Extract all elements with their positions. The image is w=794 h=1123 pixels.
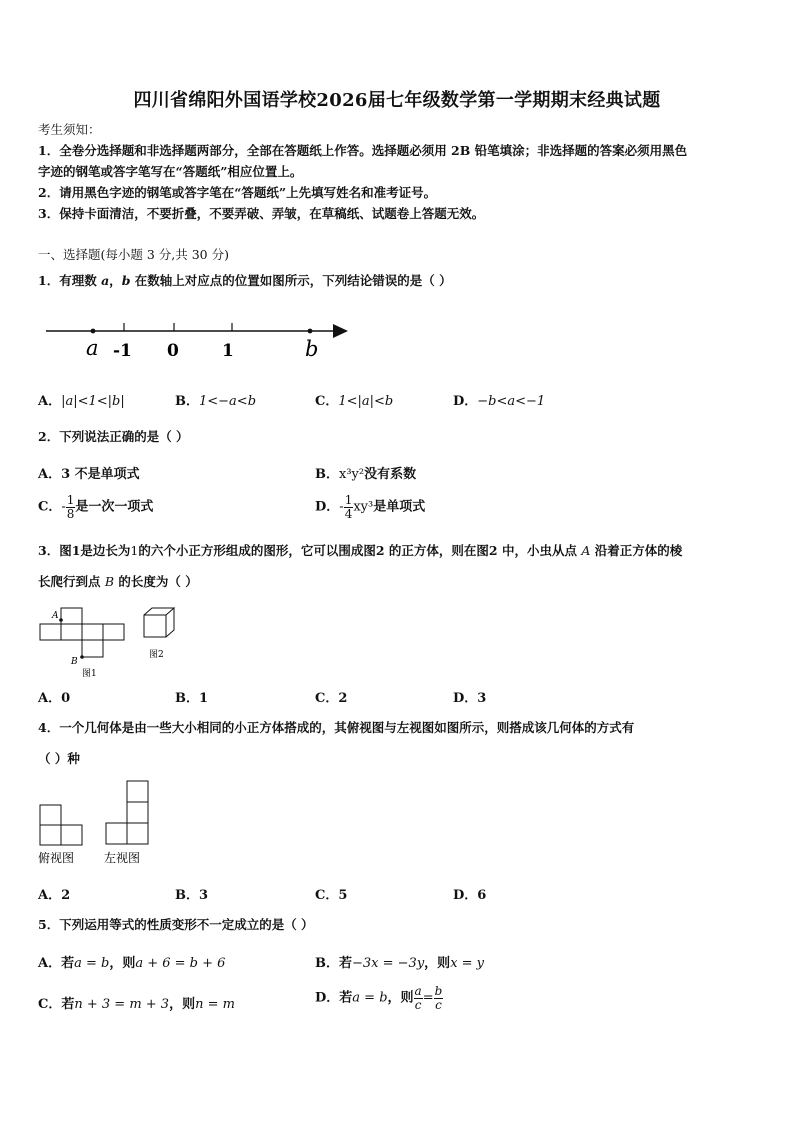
option-text: ，则 [387,990,414,1006]
q3-option-b[interactable]: B．1 [175,691,209,706]
q4-option-b[interactable]: B．3 [175,888,209,903]
stem-text: 的长度为（ ） [114,574,198,589]
var-a: a [101,273,110,288]
views-figure [36,778,166,868]
stem-text: 的六个小正方形组成的图形，它可以围成图2 的正方体，则在图2 中，小虫从点 [138,543,582,558]
question-4-stem-line-1: 4．一个几何体是由一些大小相同的小正方体搭成的，其俯视图与左视图如图所示，则搭成该几何体的方式有 [38,720,635,735]
option-text: ，则 [109,956,136,971]
point-a-label: A [581,543,591,558]
option-label: C． [38,499,62,515]
axis-arrow-icon [333,324,348,338]
notice-item-3: 3．保持卡面清洁，不要折叠，不要弄破、弄皱，在草稿纸、试题卷上答题无效。 [38,206,485,221]
question-1-stem-text: 1．有理数 [38,273,102,288]
cube-net-figures [36,603,186,683]
stem-text: 沿着正方体的棱 [590,543,683,558]
left-view-grid [106,781,148,844]
option-text: 是单项式 [373,499,426,515]
label-b: b [305,337,319,361]
q4-option-d[interactable]: D．6 [453,888,487,903]
fraction [414,985,423,1011]
q1-option-c[interactable] [315,390,393,409]
option-expr: −3x = −3y [352,956,425,971]
stem-number: 1 [130,543,139,558]
option-label: C．若 [38,997,75,1012]
option-label: A．若 [38,956,75,971]
q2-option-b[interactable] [315,463,416,482]
option-label: C． [315,394,339,409]
notice-item-2: 2．请用黑色字迹的钢笔或答字笔在“答题纸”上先填写姓名和准考证号。 [38,185,437,200]
fraction-numerator: 1 [344,493,353,507]
q3-option-d[interactable]: D．3 [453,691,487,706]
option-expr: x = y [450,956,485,971]
label-a: a [86,336,99,360]
fraction-denominator: c [414,997,422,1012]
q5-option-a[interactable] [38,952,225,971]
fraction [344,494,354,520]
option-label: D． [315,499,340,515]
question-1-stem-text-2: 在数轴上对应点的位置如图所示，下列结论错误的是（ ） [130,273,452,288]
point-b-label: B [104,574,115,589]
label-minus-1: -1 [113,341,132,361]
top-view-grid [40,805,82,845]
label-1: 1 [222,341,234,361]
minus-sign: - [339,499,344,515]
q2-option-c[interactable] [38,494,153,520]
q5-option-b[interactable] [315,952,484,971]
stem-text: 3．图1是边长为 [38,543,131,558]
q5-option-d[interactable] [315,985,443,1011]
q2-option-a[interactable]: A．3 不是单项式 [38,467,140,482]
minus-sign: - [61,499,66,515]
point-b [308,329,313,334]
option-expr: a = b [352,990,388,1006]
option-label: B． [175,394,199,409]
question-4-stem-line-2: （ ）种 [38,751,80,766]
fraction-numerator: 1 [66,493,75,507]
q3-option-c[interactable]: C．2 [315,691,348,706]
comma: ， [109,273,122,288]
fraction-denominator: c [435,997,442,1012]
question-2-stem: 2．下列说法正确的是（ ） [38,429,189,444]
q5-option-c[interactable] [38,993,235,1012]
option-expr: n + 3 = m + 3 [74,997,170,1012]
option-label: A． [38,394,62,409]
option-expr: n = m [195,997,235,1012]
fraction-numerator: a [414,984,422,998]
question-1-stem [38,271,452,289]
option-text: ，则 [169,997,196,1012]
q4-option-a[interactable]: A．2 [38,888,71,903]
question-3-stem-line-1 [38,541,682,559]
option-label: D． [453,394,478,409]
cube-fig2 [144,608,174,637]
stem-text: 长爬行到点 [38,574,105,589]
point-a-dot [59,618,63,622]
point-b-dot [80,655,84,659]
option-label: D．若 [315,990,353,1006]
fraction-denominator: 4 [344,506,353,521]
fraction [434,985,444,1011]
fig-label-b: B [71,657,78,667]
option-expr: a = b [74,956,110,971]
option-label: B． [315,467,339,482]
question-5-stem: 5．下列运用等式的性质变形不一定成立的是（ ） [38,917,314,932]
number-line-figure [40,315,360,365]
fraction-denominator: 8 [66,506,75,521]
equals-sign: = [422,990,434,1006]
fig2-caption: 图2 [149,650,164,660]
q3-option-a[interactable]: A．0 [38,691,71,706]
option-expr: x³y² [339,467,365,482]
q1-option-b[interactable] [175,390,256,409]
option-text: 没有系数 [364,467,417,482]
var-b: b [121,273,131,288]
notice-item-1a: 1．全卷分选择题和非选择题两部分，全部在答题纸上作答。选择题必须用 2B 铅笔填涂；非选择题的答案必须用黑色 [38,143,688,158]
option-label: B．若 [315,956,352,971]
q2-option-d[interactable] [315,494,425,520]
option-expr: 1<|a|<b [338,394,394,409]
fig-label-a: A [52,611,59,621]
section-heading: 一、选择题(每小题 3 分,共 30 分) [38,247,229,262]
option-expr: xy³ [353,499,374,515]
fraction-numerator: b [434,984,443,998]
q1-option-a[interactable] [38,390,125,409]
option-expr: |a|<1<|b| [61,394,125,409]
point-a [91,329,96,334]
fig1-caption: 图1 [82,669,97,679]
left-view-caption: 左视图 [104,851,141,865]
q4-option-c[interactable]: C．5 [315,888,348,903]
option-text: ，则 [424,956,451,971]
option-expr: −b<a<−1 [477,394,546,409]
option-expr: 1<−a<b [199,394,257,409]
question-3-stem-line-2 [38,572,198,590]
notice-heading: 考生须知： [38,122,101,137]
notice-item-1b: 字迹的钢笔或答字笔写在“答题纸”相应位置上。 [38,164,303,179]
page-title: 四川省绵阳外国语学校2026届七年级数学第一学期期末经典试题 [133,90,661,111]
option-expr: a + 6 = b + 6 [135,956,226,971]
fraction [66,494,76,520]
option-text: 是一次一项式 [75,499,154,515]
label-0: 0 [167,341,179,361]
q1-option-d[interactable] [453,390,545,409]
top-view-caption: 俯视图 [38,851,75,865]
